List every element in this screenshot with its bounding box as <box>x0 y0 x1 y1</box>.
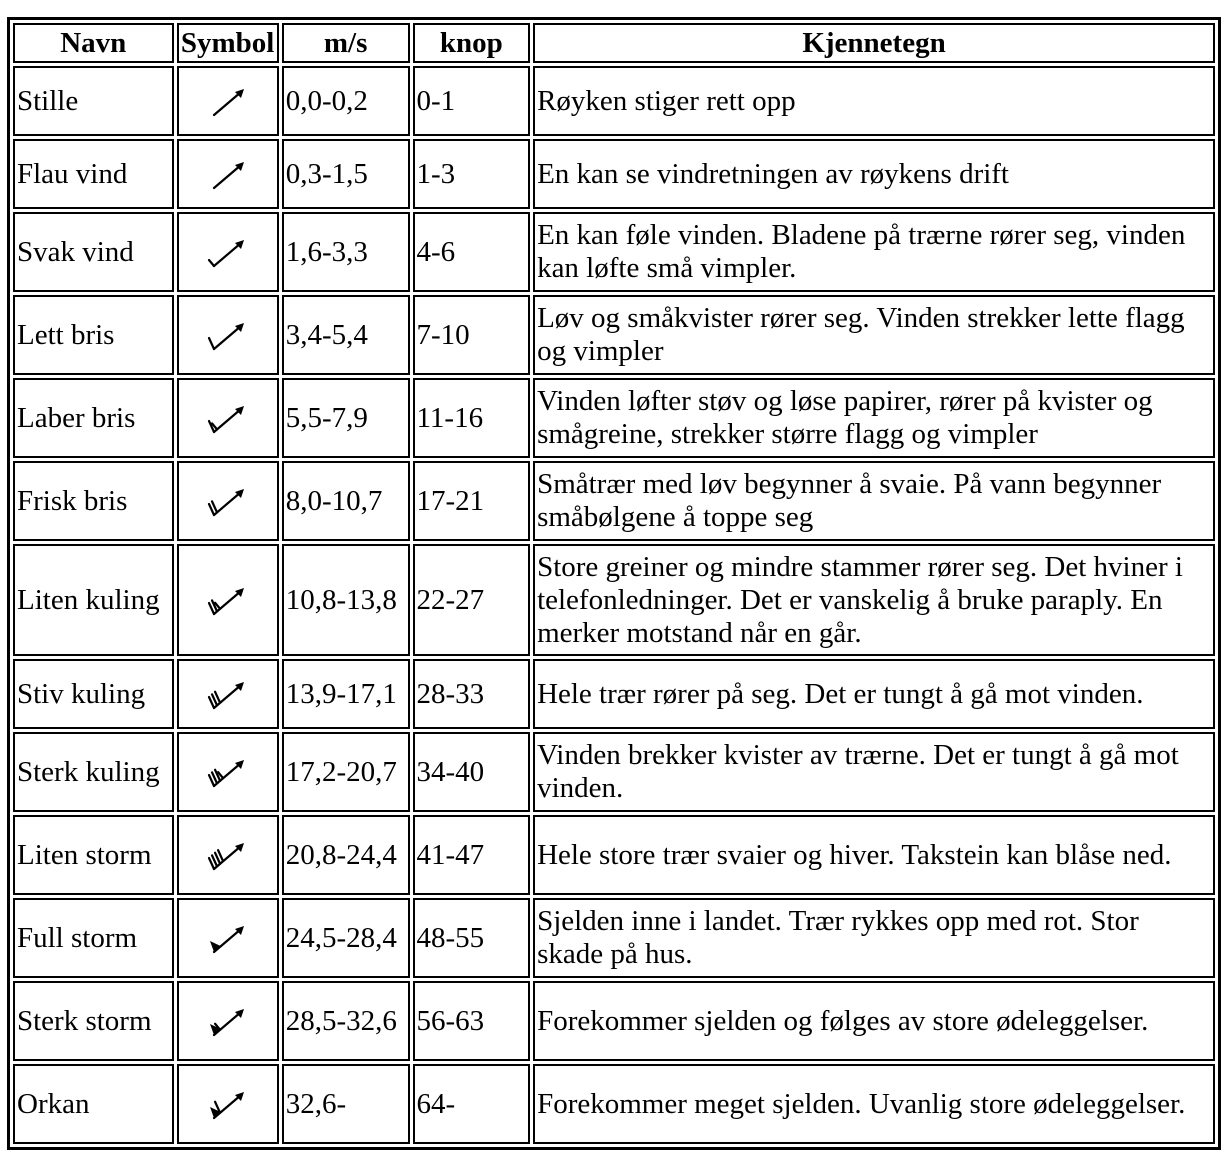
ms-cell: 8,0-10,7 <box>282 461 410 541</box>
wind-name-cell: Orkan <box>13 1064 174 1144</box>
description-cell: Løv og småkvister rører seg. Vinden strekker lette flagg og vimpler <box>533 295 1215 375</box>
symbol-cell <box>177 295 279 375</box>
knop-cell: 41-47 <box>413 815 531 895</box>
wind-name-cell: Stille <box>13 66 174 136</box>
wind-arrow-icon <box>206 400 250 436</box>
description-cell: Småtrær med løv begynner å svaie. På vann begynner småbølgene å toppe seg <box>533 461 1215 541</box>
table-row <box>13 66 1215 136</box>
wind-name-cell: Frisk bris <box>13 461 174 541</box>
table-row <box>13 212 1215 292</box>
table-row <box>13 659 1215 729</box>
ms-cell: 3,4-5,4 <box>282 295 410 375</box>
symbol-cell <box>177 659 279 729</box>
header-row <box>13 23 1215 63</box>
symbol-cell <box>177 544 279 656</box>
wind-arrow-0-barbs-icon <box>179 156 277 192</box>
table-row <box>13 1064 1215 1144</box>
wind-name-cell: Lett bris <box>13 295 174 375</box>
wind-arrow-icon <box>206 1086 250 1122</box>
description-cell: Forekommer meget sjelden. Uvanlig store ødeleggelser. <box>533 1064 1215 1144</box>
wind-arrow-icon <box>206 156 250 192</box>
ms-cell: 0,0-0,2 <box>282 66 410 136</box>
wind-arrow-pennant-half-barb-icon <box>179 1003 277 1039</box>
wind-arrow-icon <box>206 317 250 353</box>
table-row <box>13 981 1215 1061</box>
symbol-cell <box>177 732 279 812</box>
wind-arrow-half-barb-icon <box>179 234 277 270</box>
table-row <box>13 139 1215 209</box>
knop-cell: 0-1 <box>413 66 531 136</box>
ms-cell: 17,2-20,7 <box>282 732 410 812</box>
wind-arrow-1-5-barbs-icon <box>179 400 277 436</box>
table-row <box>13 815 1215 895</box>
wind-name-cell: Stiv kuling <box>13 659 174 729</box>
ms-cell: 24,5-28,4 <box>282 898 410 978</box>
knop-cell: 11-16 <box>413 378 531 458</box>
wind-arrow-icon <box>206 483 250 519</box>
wind-arrow-1-barb-icon <box>179 317 277 353</box>
symbol-cell <box>177 66 279 136</box>
description-cell: Hele trær rører på seg. Det er tungt å gå mot vinden. <box>533 659 1215 729</box>
wind-arrow-4-barbs-icon <box>179 837 277 873</box>
table-row <box>13 898 1215 978</box>
wind-name-cell: Sterk storm <box>13 981 174 1061</box>
header-knop: knop <box>413 23 531 63</box>
description-cell: Hele store trær svaier og hiver. Takstein kan blåse ned. <box>533 815 1215 895</box>
description-cell: Vinden brekker kvister av trærne. Det er tungt å gå mot vinden. <box>533 732 1215 812</box>
ms-cell: 10,8-13,8 <box>282 544 410 656</box>
wind-arrow-3-barbs-icon <box>179 676 277 712</box>
wind-arrow-icon <box>206 676 250 712</box>
wind-arrow-icon <box>206 1003 250 1039</box>
ms-cell: 1,6-3,3 <box>282 212 410 292</box>
wind-arrow-0-barbs-icon <box>179 83 277 119</box>
wind-name-cell: Liten kuling <box>13 544 174 656</box>
wind-arrow-icon <box>206 754 250 790</box>
symbol-cell <box>177 139 279 209</box>
wind-name-cell: Liten storm <box>13 815 174 895</box>
symbol-cell <box>177 1064 279 1144</box>
description-cell: Forekommer sjelden og følges av store ødeleggelser. <box>533 981 1215 1061</box>
header-kjennetegn: Kjennetegn <box>533 23 1215 63</box>
table-row <box>13 732 1215 812</box>
symbol-cell <box>177 815 279 895</box>
knop-cell: 17-21 <box>413 461 531 541</box>
symbol-cell <box>177 461 279 541</box>
table-row <box>13 378 1215 458</box>
wind-arrow-pennant-icon <box>179 920 277 956</box>
table-row <box>13 295 1215 375</box>
wind-arrow-icon <box>206 582 250 618</box>
knop-cell: 4-6 <box>413 212 531 292</box>
symbol-cell <box>177 898 279 978</box>
table-row <box>13 461 1215 541</box>
wind-arrow-icon <box>206 234 250 270</box>
description-cell: Røyken stiger rett opp <box>533 66 1215 136</box>
wind-arrow-3-5-barbs-icon <box>179 754 277 790</box>
description-cell: Sjelden inne i landet. Trær rykkes opp med rot. Stor skade på hus. <box>533 898 1215 978</box>
beaufort-scale-table <box>7 17 1221 1150</box>
wind-arrow-2-barbs-icon <box>179 483 277 519</box>
header-symbol: Symbol <box>177 23 279 63</box>
wind-name-cell: Flau vind <box>13 139 174 209</box>
description-cell: En kan føle vinden. Bladene på trærne rører seg, vinden kan løfte små vimpler. <box>533 212 1215 292</box>
knop-cell: 22-27 <box>413 544 531 656</box>
wind-name-cell: Full storm <box>13 898 174 978</box>
knop-cell: 28-33 <box>413 659 531 729</box>
ms-cell: 28,5-32,6 <box>282 981 410 1061</box>
knop-cell: 1-3 <box>413 139 531 209</box>
wind-arrow-icon <box>206 837 250 873</box>
wind-name-cell: Svak vind <box>13 212 174 292</box>
description-cell: En kan se vindretningen av røykens drift <box>533 139 1215 209</box>
knop-cell: 48-55 <box>413 898 531 978</box>
wind-arrow-2-5-barbs-icon <box>179 582 277 618</box>
description-cell: Vinden løfter støv og løse papirer, rører på kvister og smågreine, strekker større flagg og vimpler <box>533 378 1215 458</box>
wind-arrow-icon <box>206 920 250 956</box>
wind-arrow-pennant-1-barb-icon <box>179 1086 277 1122</box>
symbol-cell <box>177 212 279 292</box>
symbol-cell <box>177 981 279 1061</box>
ms-cell: 20,8-24,4 <box>282 815 410 895</box>
knop-cell: 34-40 <box>413 732 531 812</box>
ms-cell: 32,6- <box>282 1064 410 1144</box>
beaufort-table-wrapper <box>7 17 1221 1150</box>
wind-name-cell: Sterk kuling <box>13 732 174 812</box>
ms-cell: 13,9-17,1 <box>282 659 410 729</box>
ms-cell: 0,3-1,5 <box>282 139 410 209</box>
wind-name-cell: Laber bris <box>13 378 174 458</box>
table-row <box>13 544 1215 656</box>
header-ms: m/s <box>282 23 410 63</box>
description-cell: Store greiner og mindre stammer rører seg. Det hviner i telefonledninger. Det er vanskelig å bruke paraply. En merker motstand når en går. <box>533 544 1215 656</box>
knop-cell: 64- <box>413 1064 531 1144</box>
symbol-cell <box>177 378 279 458</box>
wind-arrow-icon <box>206 83 250 119</box>
knop-cell: 56-63 <box>413 981 531 1061</box>
knop-cell: 7-10 <box>413 295 531 375</box>
header-name: Navn <box>13 23 174 63</box>
ms-cell: 5,5-7,9 <box>282 378 410 458</box>
